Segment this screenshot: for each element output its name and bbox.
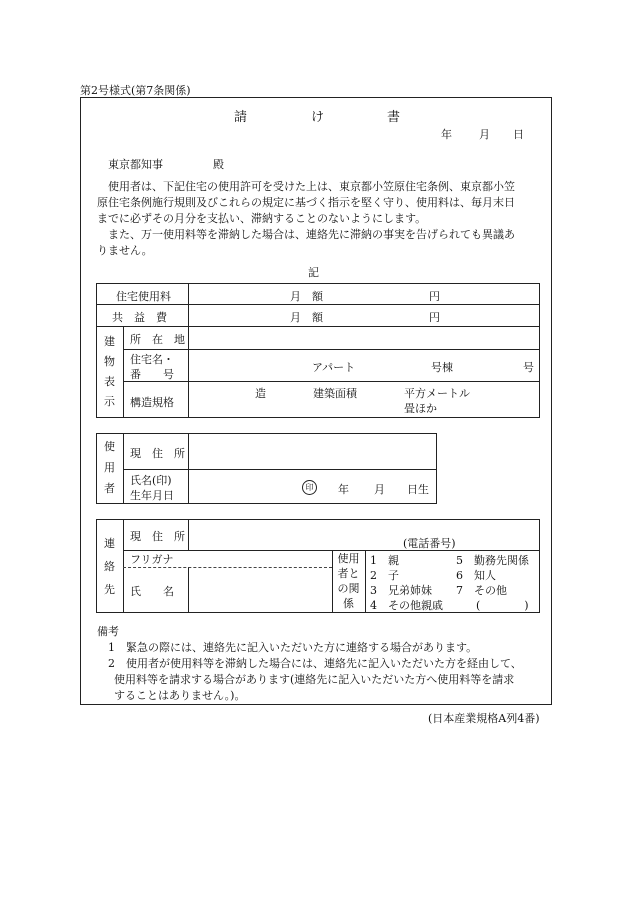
building-no-label: 号棟 (431, 361, 453, 374)
contact-furigana-label: フリガナ (130, 553, 174, 566)
dob-year: 年 (338, 483, 349, 496)
apartment-label: アパート (312, 361, 356, 374)
body-line-3: までに必ずその月分を支払い、滞納することのないようにします。 (97, 212, 427, 225)
note-2-line-3: することはありません。)。 (114, 689, 246, 702)
date-year: 年 (441, 128, 452, 141)
body-line-5: りません。 (97, 244, 153, 257)
rent-yen: 円 (429, 290, 440, 303)
title-char-1: 請 (234, 110, 248, 125)
structure-label: 構造規格 (130, 396, 174, 409)
relation-vertical-label: 使用 者と の関 係 (337, 552, 360, 610)
contact-name-label: 氏 名 (130, 585, 174, 598)
relation-item: 5 勤務先関係 (456, 554, 529, 567)
relation-item: 4 その他親戚 (370, 599, 443, 612)
fee-label: 共 益 費 (112, 311, 167, 324)
title-char-3: 書 (387, 110, 401, 125)
body-line-2: 原住宅条例施行規則及びこれらの規定に基づく指示を堅く守り、使用料は、毎月末日 (97, 196, 515, 209)
seal-icon: 印 (302, 480, 317, 495)
dob-month: 月 (374, 483, 385, 496)
form-number-label: 第2号様式(第7条関係) (80, 84, 191, 97)
building-vertical-label: 建 物 表 示 (104, 335, 115, 408)
user-name-label: 氏名(印) (130, 474, 172, 487)
contact-address-label: 現 住 所 (130, 530, 185, 543)
room-no-label: 号 (523, 361, 534, 374)
date-day: 日 (513, 128, 524, 141)
ki-heading: 記 (308, 266, 319, 279)
structure-zo: 造 (255, 387, 266, 400)
dob-day: 日生 (407, 483, 429, 496)
title-char-2: け (311, 110, 325, 125)
tatami-label: 畳ほか (404, 402, 437, 415)
user-vertical-label: 使 用 者 (104, 440, 115, 495)
date-month: 月 (479, 128, 490, 141)
note-1: 1 緊急の際には、連絡先に記入いただいた方に連絡する場合があります。 (108, 641, 478, 654)
fee-yen: 円 (429, 311, 440, 324)
note-2-line-1: 2 使用者が使用料等を滞納した場合には、連絡先に記入いただいた方を経由して、 (108, 657, 522, 670)
location-label: 所 在 地 (130, 333, 185, 346)
note-2-line-2: 使用料等を請求する場合があります(連絡先に記入いただいた方へ使用料等を請求 (114, 673, 515, 686)
sqm-label: 平方メートル (404, 387, 470, 400)
addressee-honorific: 殿 (213, 158, 224, 171)
floor-area-label: 建築面積 (313, 387, 357, 400)
paper-size-note: (日本産業規格A列4番) (428, 712, 540, 725)
contact-phone-label: (電話番号) (403, 537, 456, 550)
relation-item: 6 知人 (456, 569, 496, 582)
relation-item: 7 その他 (456, 584, 507, 597)
notes-heading: 備考 (97, 625, 119, 638)
user-dob-label: 生年月日 (130, 489, 174, 502)
body-line-4: また、万一使用料等を滞納した場合は、連絡先に滞納の事実を告げられても異議あ (108, 228, 515, 241)
user-address-label: 現 住 所 (130, 447, 185, 460)
rent-monthly: 月 額 (290, 290, 323, 303)
housing-name-label-2: 番 号 (130, 368, 174, 381)
relation-item: 3 兄弟姉妹 (370, 584, 432, 597)
body-line-1: 使用者は、下記住宅の使用許可を受けた上は、東京都小笠原住宅条例、東京都小笠 (108, 180, 515, 193)
contact-vertical-label: 連 絡 先 (104, 537, 115, 596)
addressee-name: 東京都知事 (108, 158, 163, 171)
relation-item: 1 親 (370, 554, 399, 567)
relation-item: 2 子 (370, 569, 399, 582)
rent-label: 住宅使用料 (116, 290, 171, 303)
housing-name-label-1: 住宅名・ (130, 353, 174, 366)
fee-monthly: 月 額 (290, 311, 323, 324)
relation-item-other-blank: ( ) (476, 599, 529, 612)
